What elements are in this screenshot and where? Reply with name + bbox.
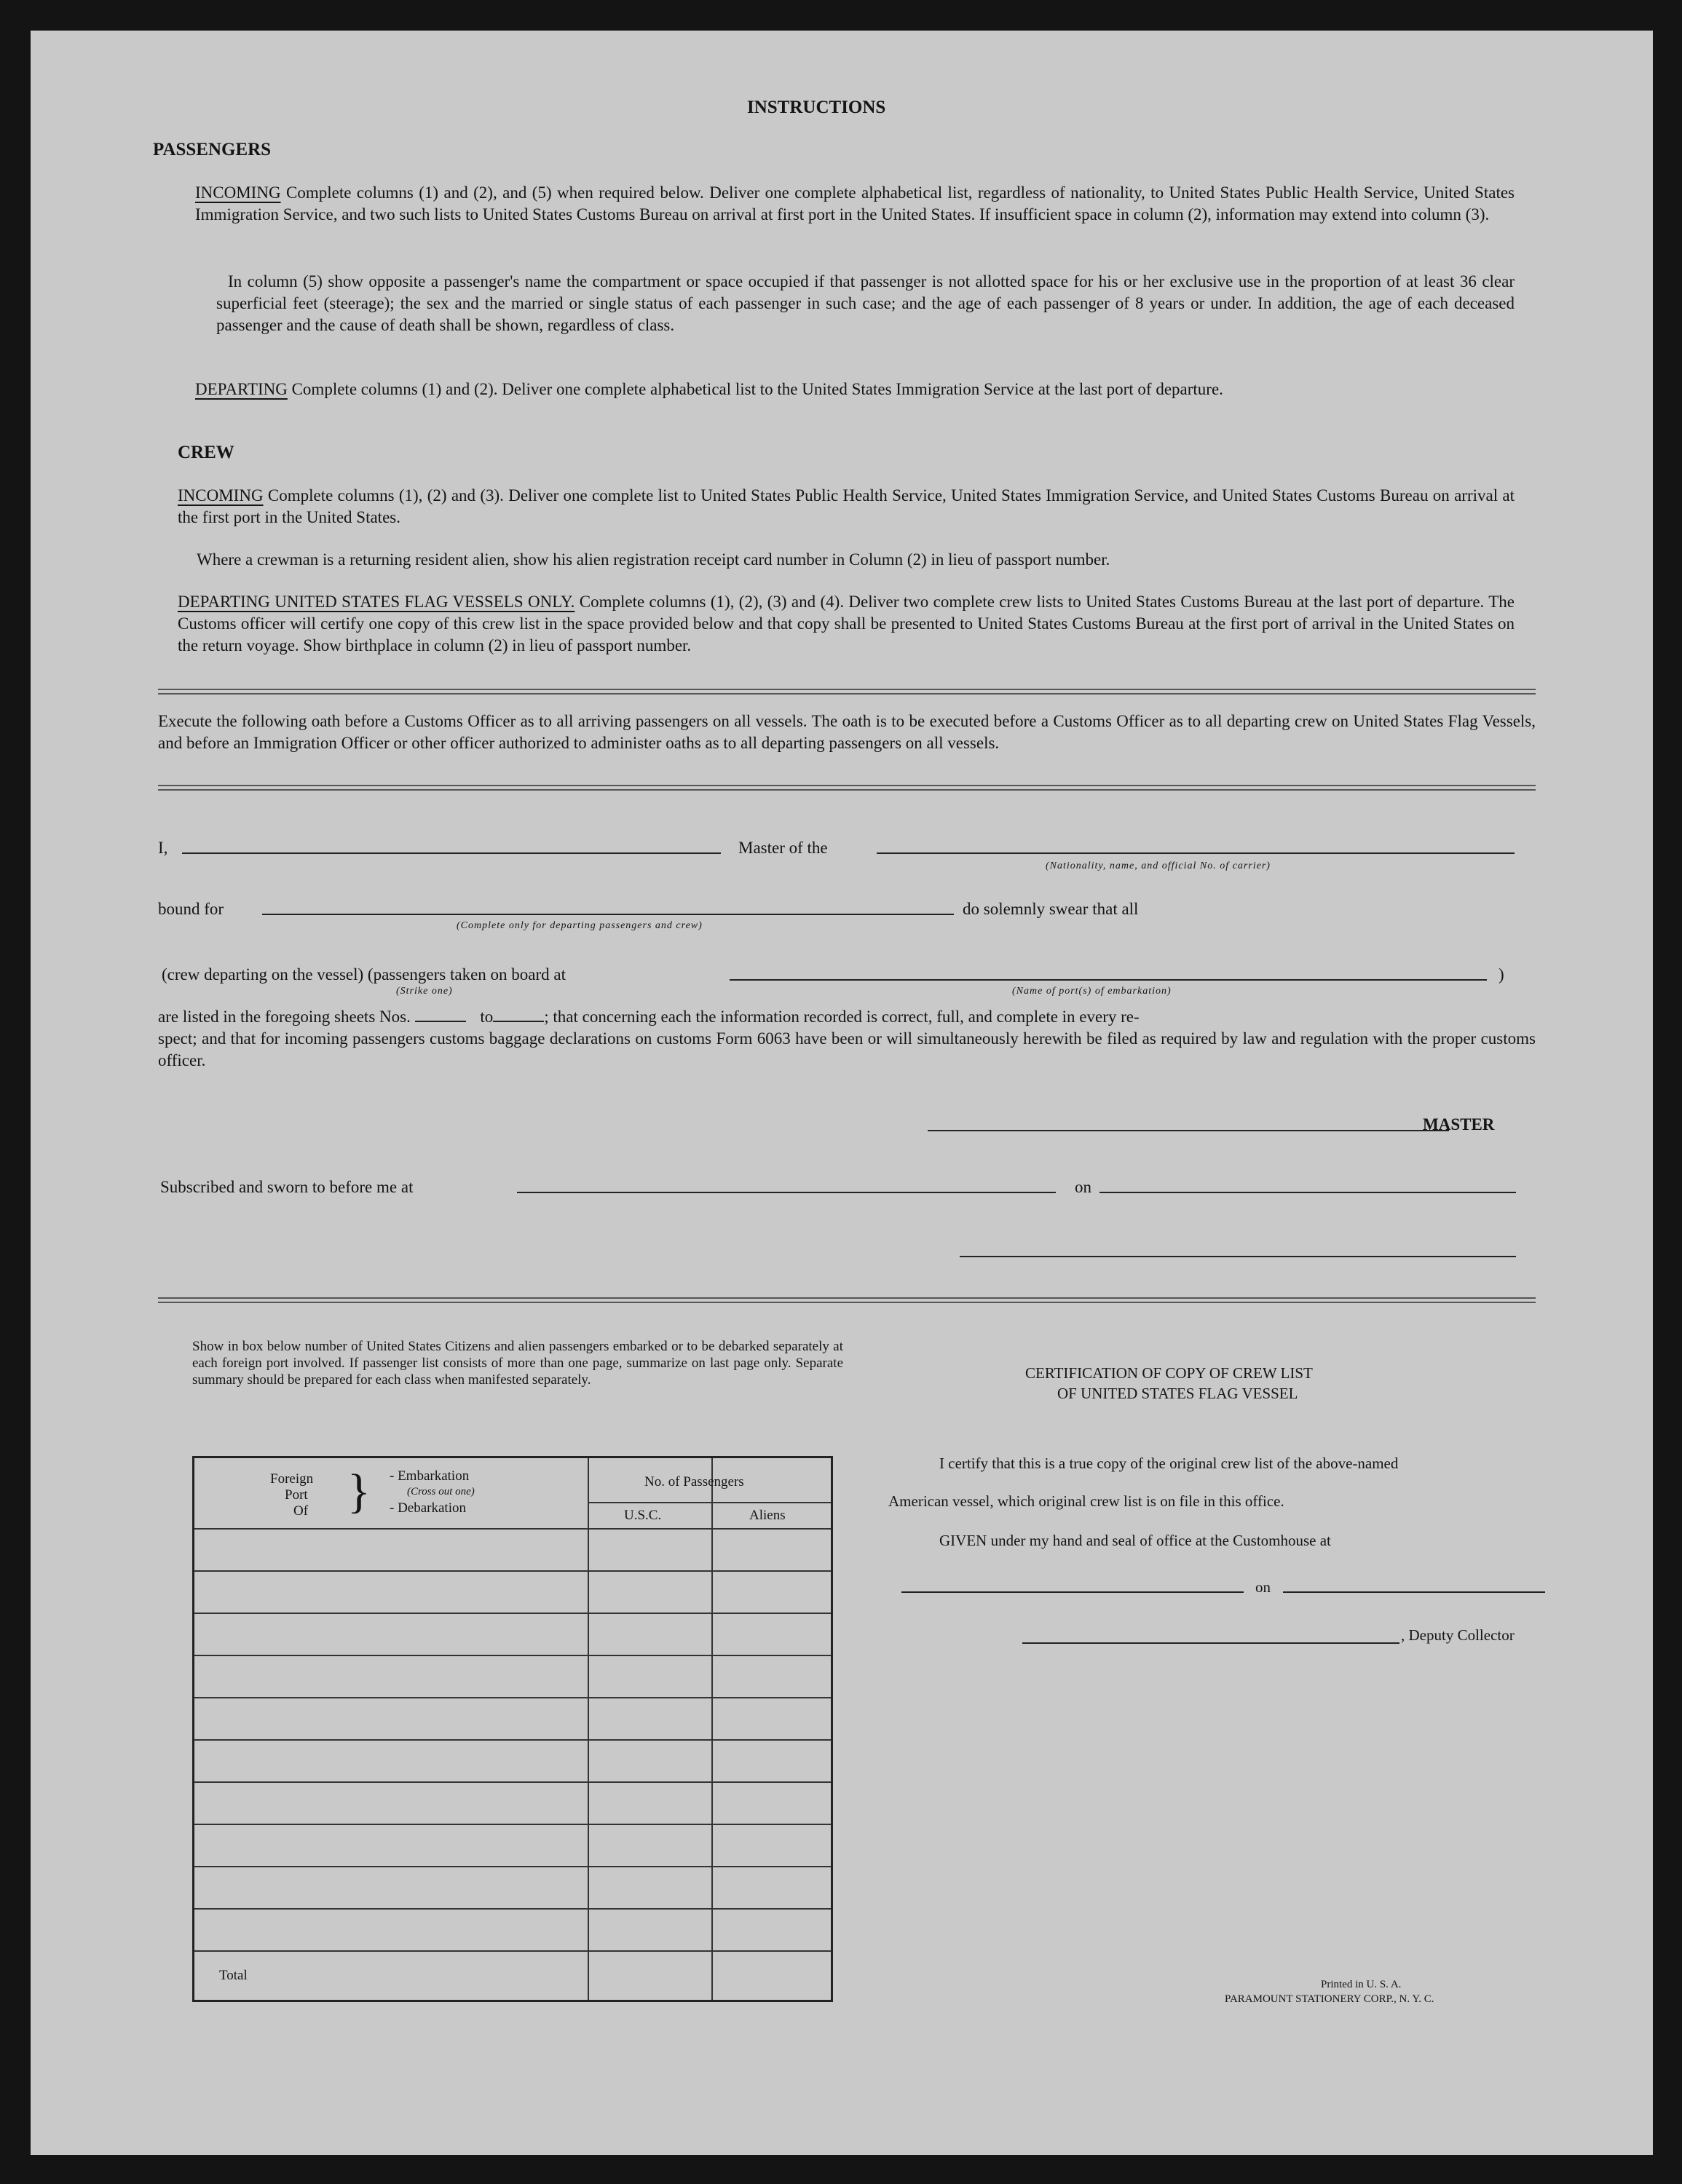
table-row bbox=[194, 1613, 831, 1614]
deputy-collector-label: , Deputy Collector bbox=[1401, 1626, 1515, 1644]
total-label: Total bbox=[219, 1968, 248, 1983]
master-name-field[interactable] bbox=[182, 852, 721, 854]
grid-col-usc bbox=[588, 1458, 589, 2000]
listed-to: to bbox=[480, 1008, 494, 1026]
divider-double bbox=[158, 785, 1536, 791]
summary-instruction: Show in box below number of United States Citizens and alien passengers embarked or to be debarked separately at each foreign port involved. If passenger list consists of more than one page, summarize on last page only. Separate summary should be prepared for each class when manifested separately. bbox=[192, 1339, 843, 1388]
certification-on-label: on bbox=[1255, 1578, 1271, 1596]
crew-departing-text: Complete columns (1), (2), (3) and (4). Deliver two complete crew lists to United States Customs Bureau at the last port of departure. The Customs officer will certify one copy of this crew list in the space provided below and that copy shall be presented to United States Customs Bureau at the first port of arrival in the United States on the return voyage. Show birthplace in column (2) in lieu of passport number. bbox=[178, 593, 1515, 654]
table-row bbox=[194, 1739, 831, 1741]
aliens-header: Aliens bbox=[749, 1508, 786, 1523]
table-row bbox=[194, 1697, 831, 1698]
deputy-collector-line[interactable] bbox=[1022, 1642, 1399, 1644]
crew-incoming-text: Complete columns (1), (2) and (3). Deliver one complete list to United States Public Health Service, United States Immigration Service, and United States Customs Bureau on arrival at the first port in the United States. bbox=[178, 486, 1515, 526]
divider-double bbox=[158, 689, 1536, 695]
port-label: Port bbox=[285, 1487, 308, 1503]
passengers-departing-text: Complete columns (1) and (2). Deliver one complete alphabetical list to the United States Immigration Service at the last port of departure. bbox=[291, 380, 1223, 398]
master-signature-line[interactable] bbox=[928, 1130, 1449, 1131]
given-line: GIVEN under my hand and seal of office at the Customhouse at bbox=[939, 1532, 1331, 1549]
nationality-note: (Nationality, name, and official No. of carrier) bbox=[1046, 860, 1271, 871]
passengers-incoming-label: INCOMING bbox=[195, 183, 281, 202]
crew-departing-text: (crew departing on the vessel) (passengers taken on board at bbox=[162, 965, 566, 984]
foreign-label: Foreign bbox=[270, 1471, 314, 1487]
table-row bbox=[194, 1866, 831, 1867]
certification-date-field[interactable] bbox=[1283, 1591, 1545, 1593]
printer-name: PARAMOUNT STATIONERY CORP., N. Y. C. bbox=[1225, 1993, 1434, 2005]
divider-double bbox=[158, 1297, 1536, 1303]
ports-note: (Name of port(s) of embarkation) bbox=[1012, 986, 1172, 997]
passengers-incoming-text: Complete columns (1) and (2), and (5) when required below. Deliver one complete alphabetical list, regardless of nationality, to United States Public Health Service, United States Immigration Service, and two such lists to United States Customs Bureau on arrival at first port in the United States. If insufficient space in column (2), information may extend into column (3). bbox=[195, 183, 1515, 223]
bound-for-field[interactable] bbox=[262, 914, 954, 915]
embarkation-label: - Embarkation bbox=[390, 1468, 470, 1484]
crew-departing-label: DEPARTING UNITED STATES FLAG VESSELS ONLY. bbox=[178, 593, 575, 611]
certification-title-2: OF UNITED STATES FLAG VESSEL bbox=[1057, 1385, 1298, 1402]
close-paren: ) bbox=[1499, 965, 1504, 984]
brace-glyph: } bbox=[347, 1465, 371, 1518]
strike-one-note: (Strike one) bbox=[396, 986, 453, 997]
debarkation-label: - Debarkation bbox=[390, 1500, 466, 1516]
page-title: INSTRUCTIONS bbox=[747, 98, 886, 117]
oath-intro: Execute the following oath before a Customs Officer as to all arriving passengers on all vessels. The oath is to be executed before a Customs Officer as to all departing crew on United States Flag Vessels, and before an Immigration Officer or other officer authorized to administer oaths as to all departing passengers on all vessels. bbox=[158, 712, 1536, 752]
subscribed-on-label: on bbox=[1075, 1178, 1091, 1196]
oath-i-label: I, bbox=[158, 839, 168, 857]
passengers-incoming-paragraph bbox=[195, 182, 1515, 226]
passengers-departing-paragraph bbox=[195, 379, 1515, 400]
complete-only-note: (Complete only for departing passengers and crew) bbox=[457, 920, 703, 931]
table-row bbox=[194, 1950, 831, 1952]
table-row bbox=[194, 1824, 831, 1825]
of-label: Of bbox=[293, 1503, 309, 1519]
subscribed-date-field[interactable] bbox=[1099, 1192, 1516, 1193]
listed-text-a: are listed in the foregoing sheets Nos. bbox=[158, 1008, 411, 1026]
grid-col-aliens bbox=[711, 1458, 713, 2000]
passengers-departing-label: DEPARTING bbox=[195, 380, 288, 398]
no-of-passengers-header: No. of Passengers bbox=[644, 1474, 744, 1489]
subscribed-label: Subscribed and sworn to before me at bbox=[160, 1178, 414, 1196]
certify-line-1: I certify that this is a true copy of the original crew list of the above-named bbox=[939, 1455, 1399, 1472]
form-page bbox=[31, 31, 1653, 2155]
carrier-field[interactable] bbox=[877, 852, 1515, 854]
sheet-from-field[interactable] bbox=[415, 1021, 466, 1022]
crew-resident-paragraph: Where a crewman is a returning resident alien, show his alien registration receipt card number in Column (2) in lieu of passport number. bbox=[197, 550, 1110, 569]
listed-rest: spect; and that for incoming passengers customs baggage declarations on customs Form 6063 have been or will simultaneously herewith be filed as required by law and regulation with the proper customs officer. bbox=[158, 1029, 1536, 1069]
crew-incoming-label: INCOMING bbox=[178, 486, 264, 505]
oath-master-of-label: Master of the bbox=[738, 839, 828, 857]
customhouse-field[interactable] bbox=[901, 1591, 1244, 1593]
usc-header: U.S.C. bbox=[624, 1508, 662, 1523]
table-row bbox=[194, 1655, 831, 1656]
subscribed-place-field[interactable] bbox=[517, 1192, 1056, 1193]
table-row bbox=[194, 1528, 831, 1530]
passengers-heading: PASSENGERS bbox=[153, 140, 272, 159]
officer-signature-line[interactable] bbox=[960, 1256, 1516, 1257]
passengers-column5-paragraph: In column (5) show opposite a passenger's name the compartment or space occupied if that passenger is not allotted space for his or her exclusive use in the proportion of at least 36 clear superficial feet (steerage); the sex and the married or single status of each passenger in such case; and the age of each passenger of 8 years or under. In addition, the age of each deceased passenger and the cause of death shall be shown, regardless of class. bbox=[216, 272, 1515, 334]
table-row bbox=[194, 1908, 831, 1910]
crew-incoming-paragraph bbox=[178, 485, 1515, 529]
passenger-summary-table bbox=[192, 1456, 833, 2002]
bound-for-label: bound for bbox=[158, 900, 224, 918]
crew-heading: CREW bbox=[178, 443, 234, 462]
listed-text-b: ; that concerning each the information recorded is correct, full, and complete in every re- bbox=[544, 1008, 1140, 1026]
table-row bbox=[194, 1781, 831, 1783]
printed-in-usa: Printed in U. S. A. bbox=[1321, 1979, 1402, 1990]
ports-field[interactable] bbox=[730, 979, 1487, 981]
master-label: MASTER bbox=[1423, 1115, 1495, 1133]
sheet-to-field[interactable] bbox=[493, 1021, 544, 1022]
certify-line-2: American vessel, which original crew list is on file in this office. bbox=[888, 1492, 1284, 1510]
crew-departing-paragraph bbox=[178, 591, 1515, 657]
certification-title-1: CERTIFICATION OF COPY OF CREW LIST bbox=[1025, 1364, 1313, 1382]
cross-out-note: (Cross out one) bbox=[407, 1486, 475, 1497]
table-row bbox=[194, 1570, 831, 1572]
solemnly-swear-text: do solemnly swear that all bbox=[963, 900, 1139, 918]
grid-header-mid bbox=[588, 1502, 831, 1503]
listed-line-a bbox=[158, 1006, 1140, 1028]
